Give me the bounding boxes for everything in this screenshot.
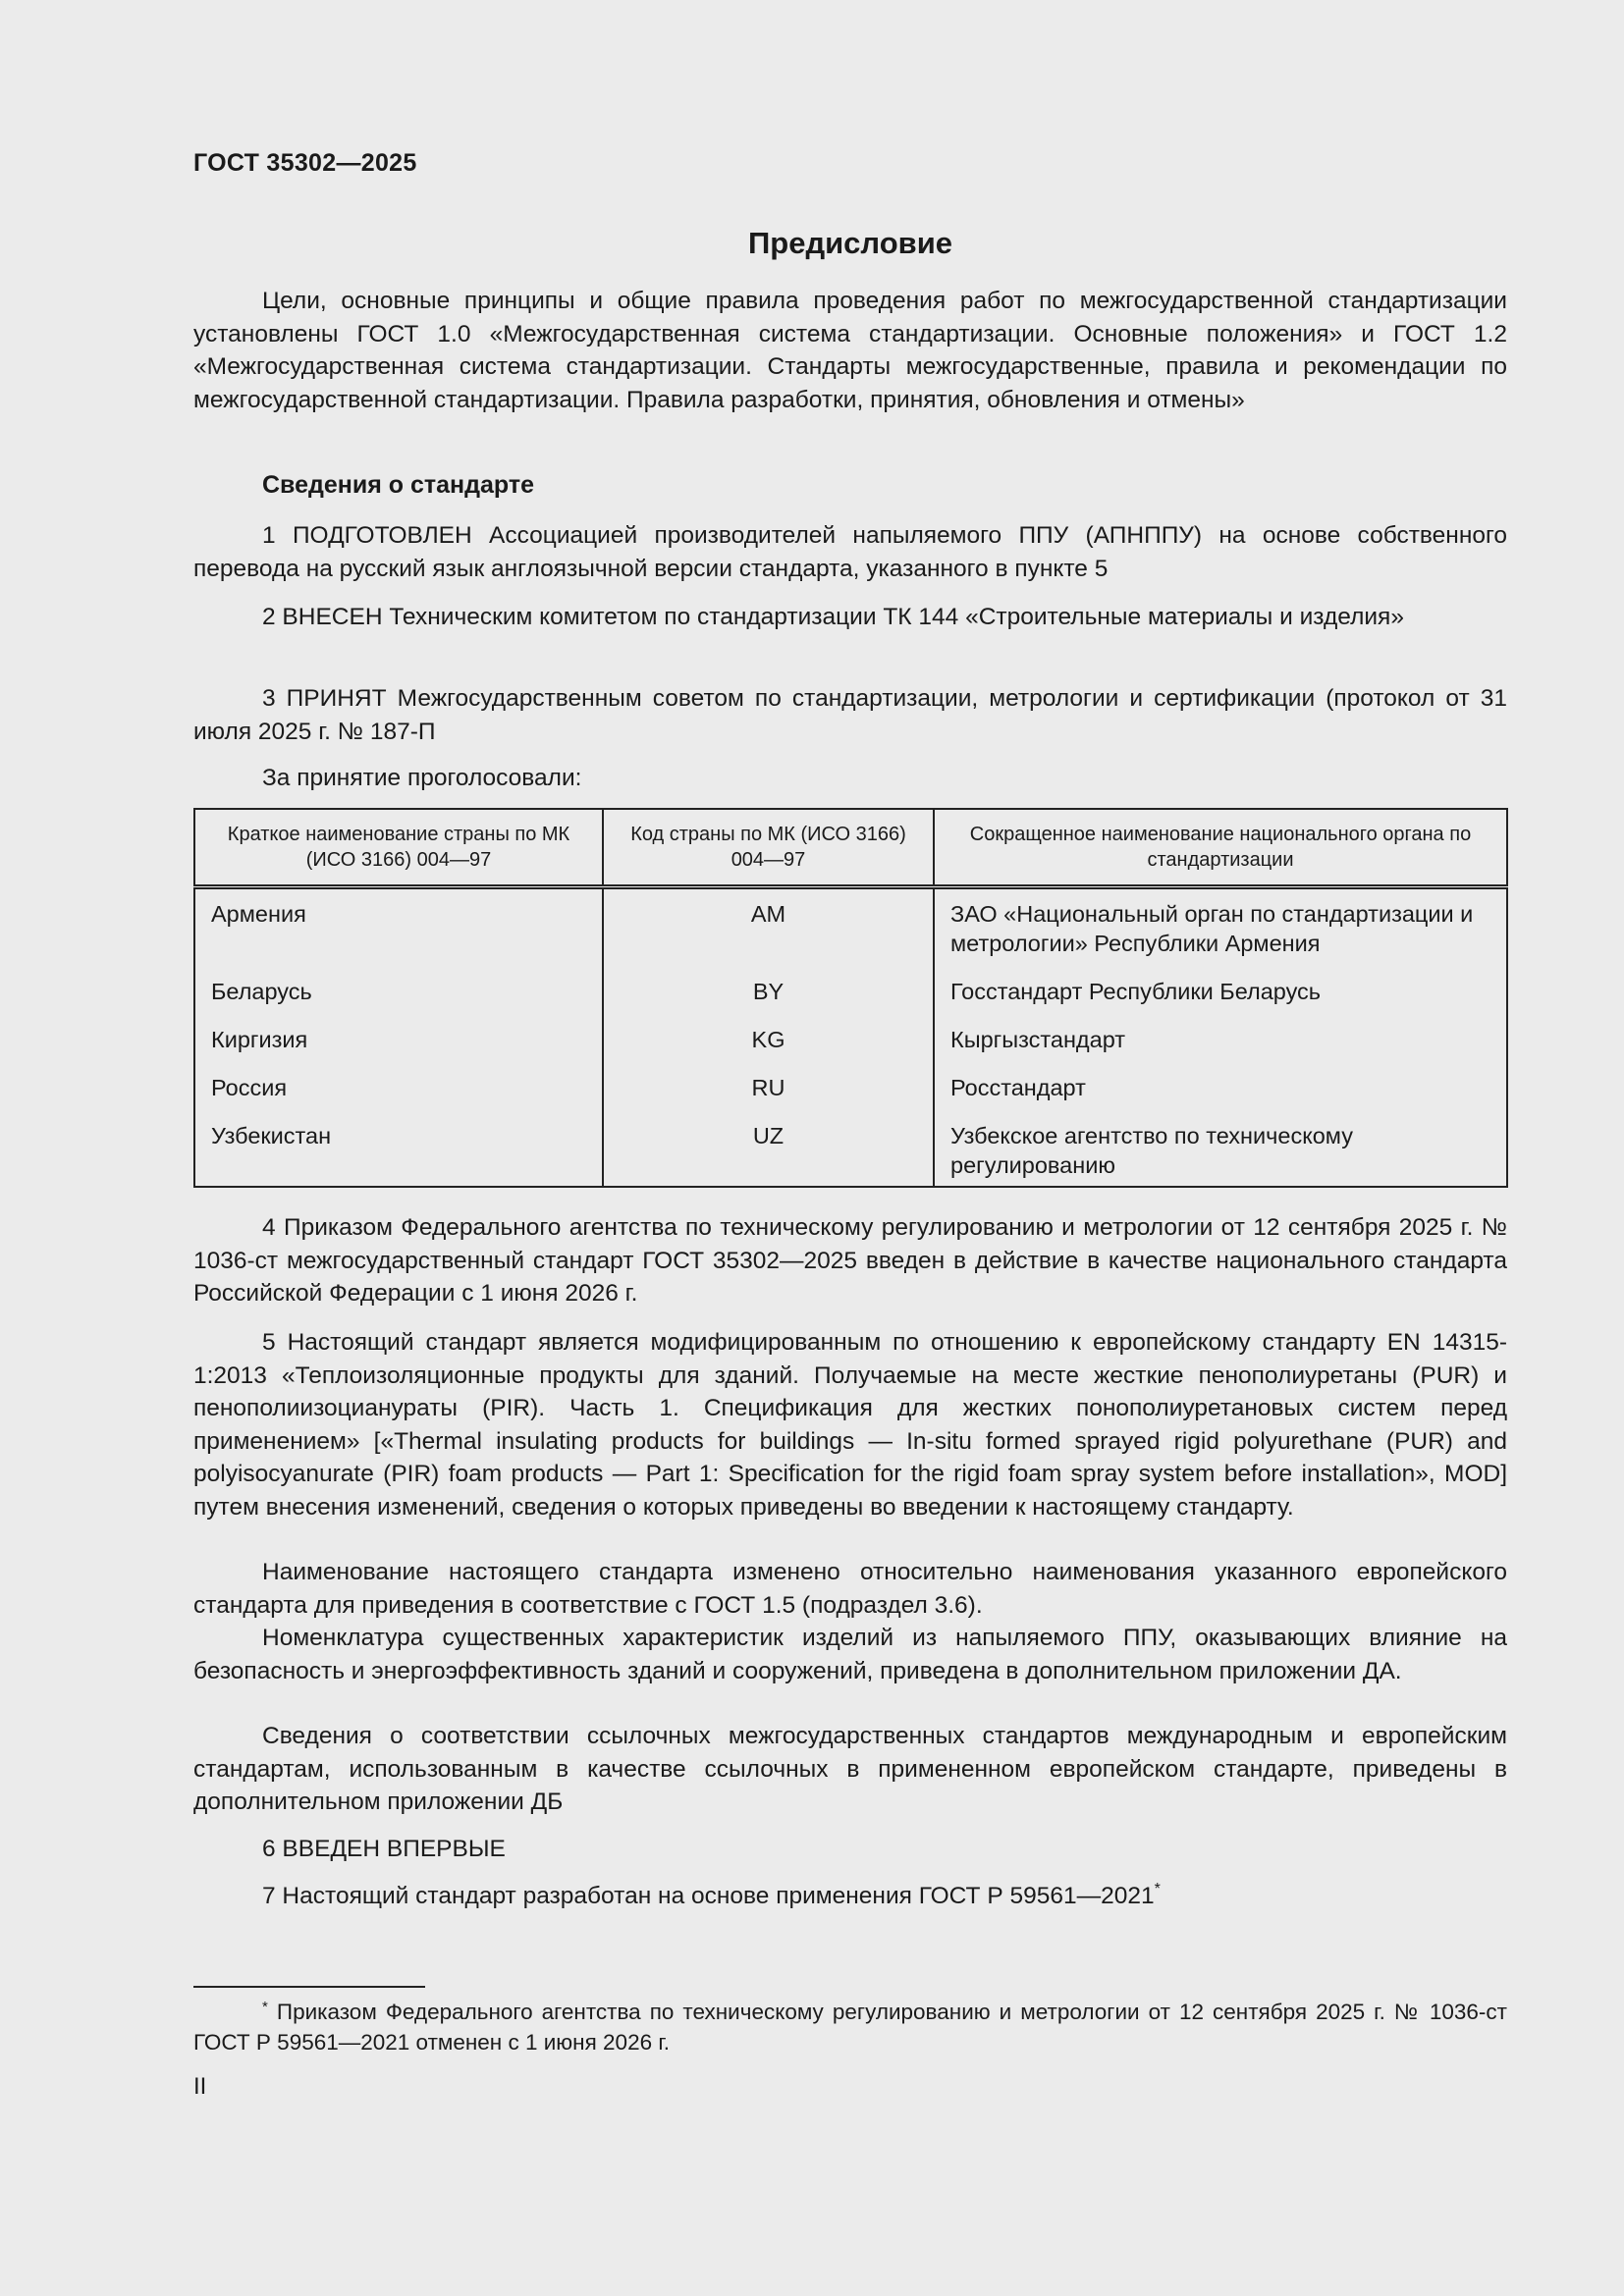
country-name: Россия [194, 1073, 603, 1121]
item-5-nomenclature-note: Номенклатура существенных характеристик изделий из напыляемого ППУ, оказывающих влияние на безопасность и энергоэффективность зданий и сооружений, приведена в дополнительном приложении ДА. [193, 1625, 1507, 1684]
item-7 [193, 1880, 1507, 1913]
item-2: 2 ВНЕСЕН Техническим комитетом по стандартизации ТК 144 «Строительные материалы и изделия» [262, 604, 1404, 630]
table-row [194, 1121, 1507, 1187]
voted-label: За принятие проголосовали: [262, 765, 582, 791]
member-states-table [193, 808, 1508, 1188]
national-body: ЗАО «Национальный орган по стандартизации и метрологии» Республики Армения [934, 887, 1507, 978]
national-body: Госстандарт Республики Беларусь [934, 977, 1507, 1025]
country-code: UZ [603, 1121, 934, 1187]
header-country-name: Краткое наименование страны по МК (ИСО 3166) 004—97 [194, 809, 603, 887]
item-5-naming-note: Наименование настоящего стандарта изменено относительно наименования указанного европейского стандарта для приведения в соответствие с ГОСТ 1.5 (подраздел 3.6). [193, 1559, 1507, 1619]
table-row [194, 1073, 1507, 1121]
country-code: KG [603, 1025, 934, 1073]
footnote [193, 1997, 1507, 2057]
table-header-row [194, 809, 1507, 887]
item-3: 3 ПРИНЯТ Межгосударственным советом по стандартизации, метрологии и сертификации (протокол от 31 июля 2025 г. № 187-П [193, 685, 1507, 745]
item-5-references-note: Сведения о соответствии ссылочных межгосударственных стандартов международным и европейским стандартам, использованным в качестве ссылочных в примененном европейском стандарте, приведены в дополнительном приложении ДБ [193, 1723, 1507, 1815]
item-7-text: 7 Настоящий стандарт разработан на основе применения ГОСТ Р 59561—2021 [262, 1883, 1155, 1909]
item-4: 4 Приказом Федерального агентства по техническому регулированию и метрологии от 12 сентября 2025 г. № 1036-ст межгосударственный стандарт ГОСТ 35302—2025 введен в действие в качестве национального стандарта Российской Федерации с 1 июня 2026 г. [193, 1214, 1507, 1307]
header-country-code: Код страны по МК (ИСО 3166) 004—97 [603, 809, 934, 887]
item-6: 6 ВВЕДЕН ВПЕРВЫЕ [262, 1836, 506, 1862]
country-name: Беларусь [194, 977, 603, 1025]
footnote-mark: * [262, 1999, 268, 2015]
footnote-reference-mark[interactable]: * [1154, 1881, 1161, 1897]
item-5: 5 Настоящий стандарт является модифицированным по отношению к европейскому стандарту EN 14315-1:2013 «Теплоизоляционные продукты для зданий. Получаемые на месте жесткие пенополиуретаны (PUR) и пенополиизоцианураты (PIR). Часть 1. Спецификация для жестких понополиуретановых систем перед применением» [«Thermal insulating products for buildings — In-situ formed sprayed rigid polyurethane (PUR) and polyisocyanurate (PIR) foam products — Part 1: Specification for the rigid foam spray system before installation», MOD] путем внесения изменений, сведения о которых приведены во введении к настоящему стандарту. [193, 1329, 1507, 1521]
national-body: Узбекское агентство по техническому регулированию [934, 1121, 1507, 1187]
country-name: Армения [194, 887, 603, 978]
footnote-text: Приказом Федерального агентства по техническому регулированию и метрологии от 12 сентября 2025 г. № 1036-ст ГОСТ Р 59561—2021 отменен с 1 июня 2026 г. [193, 2000, 1507, 2055]
country-code: RU [603, 1073, 934, 1121]
header-national-body: Сокращенное наименование национального органа по стандартизации [934, 809, 1507, 887]
national-body: Кыргызстандарт [934, 1025, 1507, 1073]
country-name: Киргизия [194, 1025, 603, 1073]
table-row [194, 887, 1507, 978]
footnote-divider [193, 1986, 425, 1988]
item-1: 1 ПОДГОТОВЛЕН Ассоциацией производителей напыляемого ППУ (АПНППУ) на основе собственного перевода на русский язык англоязычной версии стандарта, указанного в пункте 5 [193, 522, 1507, 582]
document-id: ГОСТ 35302—2025 [193, 149, 417, 177]
country-code: AM [603, 887, 934, 978]
section-heading: Сведения о стандарте [262, 471, 535, 499]
page-number: II [193, 2073, 207, 2100]
national-body: Росстандарт [934, 1073, 1507, 1121]
country-code: BY [603, 977, 934, 1025]
table-row [194, 977, 1507, 1025]
page-title: Предисловие [747, 226, 952, 260]
country-name: Узбекистан [194, 1121, 603, 1187]
intro-paragraph: Цели, основные принципы и общие правила проведения работ по межгосударственной стандартизации установлены ГОСТ 1.0 «Межгосударственная система стандартизации. Основные положения» и ГОСТ 1.2 «Межгосударственная система стандартизации. Стандарты межгосударственные, правила и рекомендации по межгосударственной стандартизации. Правила разработки, принятия, обновления и отмены» [193, 288, 1507, 413]
table-row [194, 1025, 1507, 1073]
